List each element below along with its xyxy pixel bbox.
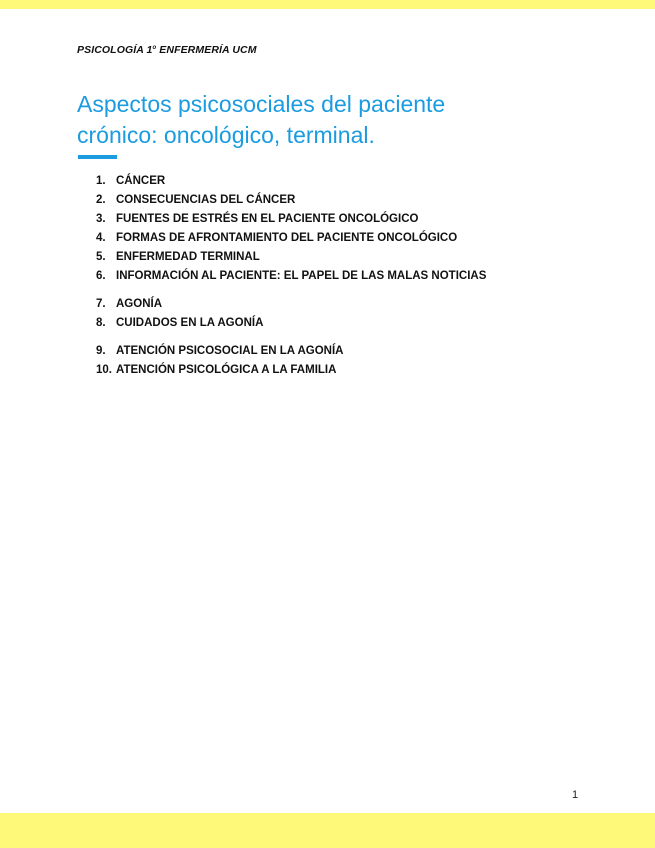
toc-item-2 [96,191,486,210]
toc-item-number: 7. [96,298,106,310]
page-title-line-2: crónico: oncológico, terminal. [77,122,375,148]
toc-item-label: ATENCIÓN PSICOLÓGICA A LA FAMILIA [116,364,337,376]
bottom-highlight-band [0,813,655,848]
toc-item-9 [96,342,486,361]
toc-item-6 [96,267,486,286]
page-number: 1 [572,789,579,801]
toc-item-number: 4. [96,232,106,244]
toc-item-number: 9. [96,345,106,357]
table-of-contents [96,172,486,380]
toc-item-3 [96,210,486,229]
toc-item-number: 2. [96,194,106,206]
course-header [77,44,257,56]
toc-item-7 [96,295,486,314]
toc-item-label: FUENTES DE ESTRÉS EN EL PACIENTE ONCOLÓGICO [116,213,419,225]
toc-item-8 [96,314,486,333]
page-title-line-1: Aspectos psicosociales del paciente [77,91,446,117]
toc-item-number: 8. [96,317,106,329]
toc-item-label: ATENCIÓN PSICOSOCIAL EN LA AGONÍA [116,345,344,357]
toc-item-10 [96,361,486,380]
toc-item-label: CÁNCER [116,175,166,187]
toc-item-label: AGONÍA [116,298,162,310]
toc-item-5 [96,248,486,267]
toc-item-label: CUIDADOS EN LA AGONÍA [116,317,264,329]
toc-item-number: 3. [96,213,106,225]
toc-item-number: 6. [96,270,106,282]
page-title [77,89,577,151]
toc-item-1 [96,172,486,191]
toc-item-number: 10. [96,364,112,376]
course-header-superscript: o [152,45,157,51]
toc-item-label: CONSECUENCIAS DEL CÁNCER [116,194,296,206]
title-underline [78,155,117,159]
toc-item-label: FORMAS DE AFRONTAMIENTO DEL PACIENTE ONCOLÓGICO [116,232,458,244]
toc-item-label: INFORMACIÓN AL PACIENTE: EL PAPEL DE LAS MALAS NOTICIAS [116,270,487,282]
toc-item-number: 1. [96,175,106,187]
toc-item-label: ENFERMEDAD TERMINAL [116,251,260,263]
toc-item-4 [96,229,486,248]
course-header-text-after: ENFERMERÍA UCM [156,44,257,56]
toc-item-number: 5. [96,251,106,263]
top-highlight-band [0,0,655,9]
course-header-text: PSICOLOGÍA 1 [77,44,153,56]
